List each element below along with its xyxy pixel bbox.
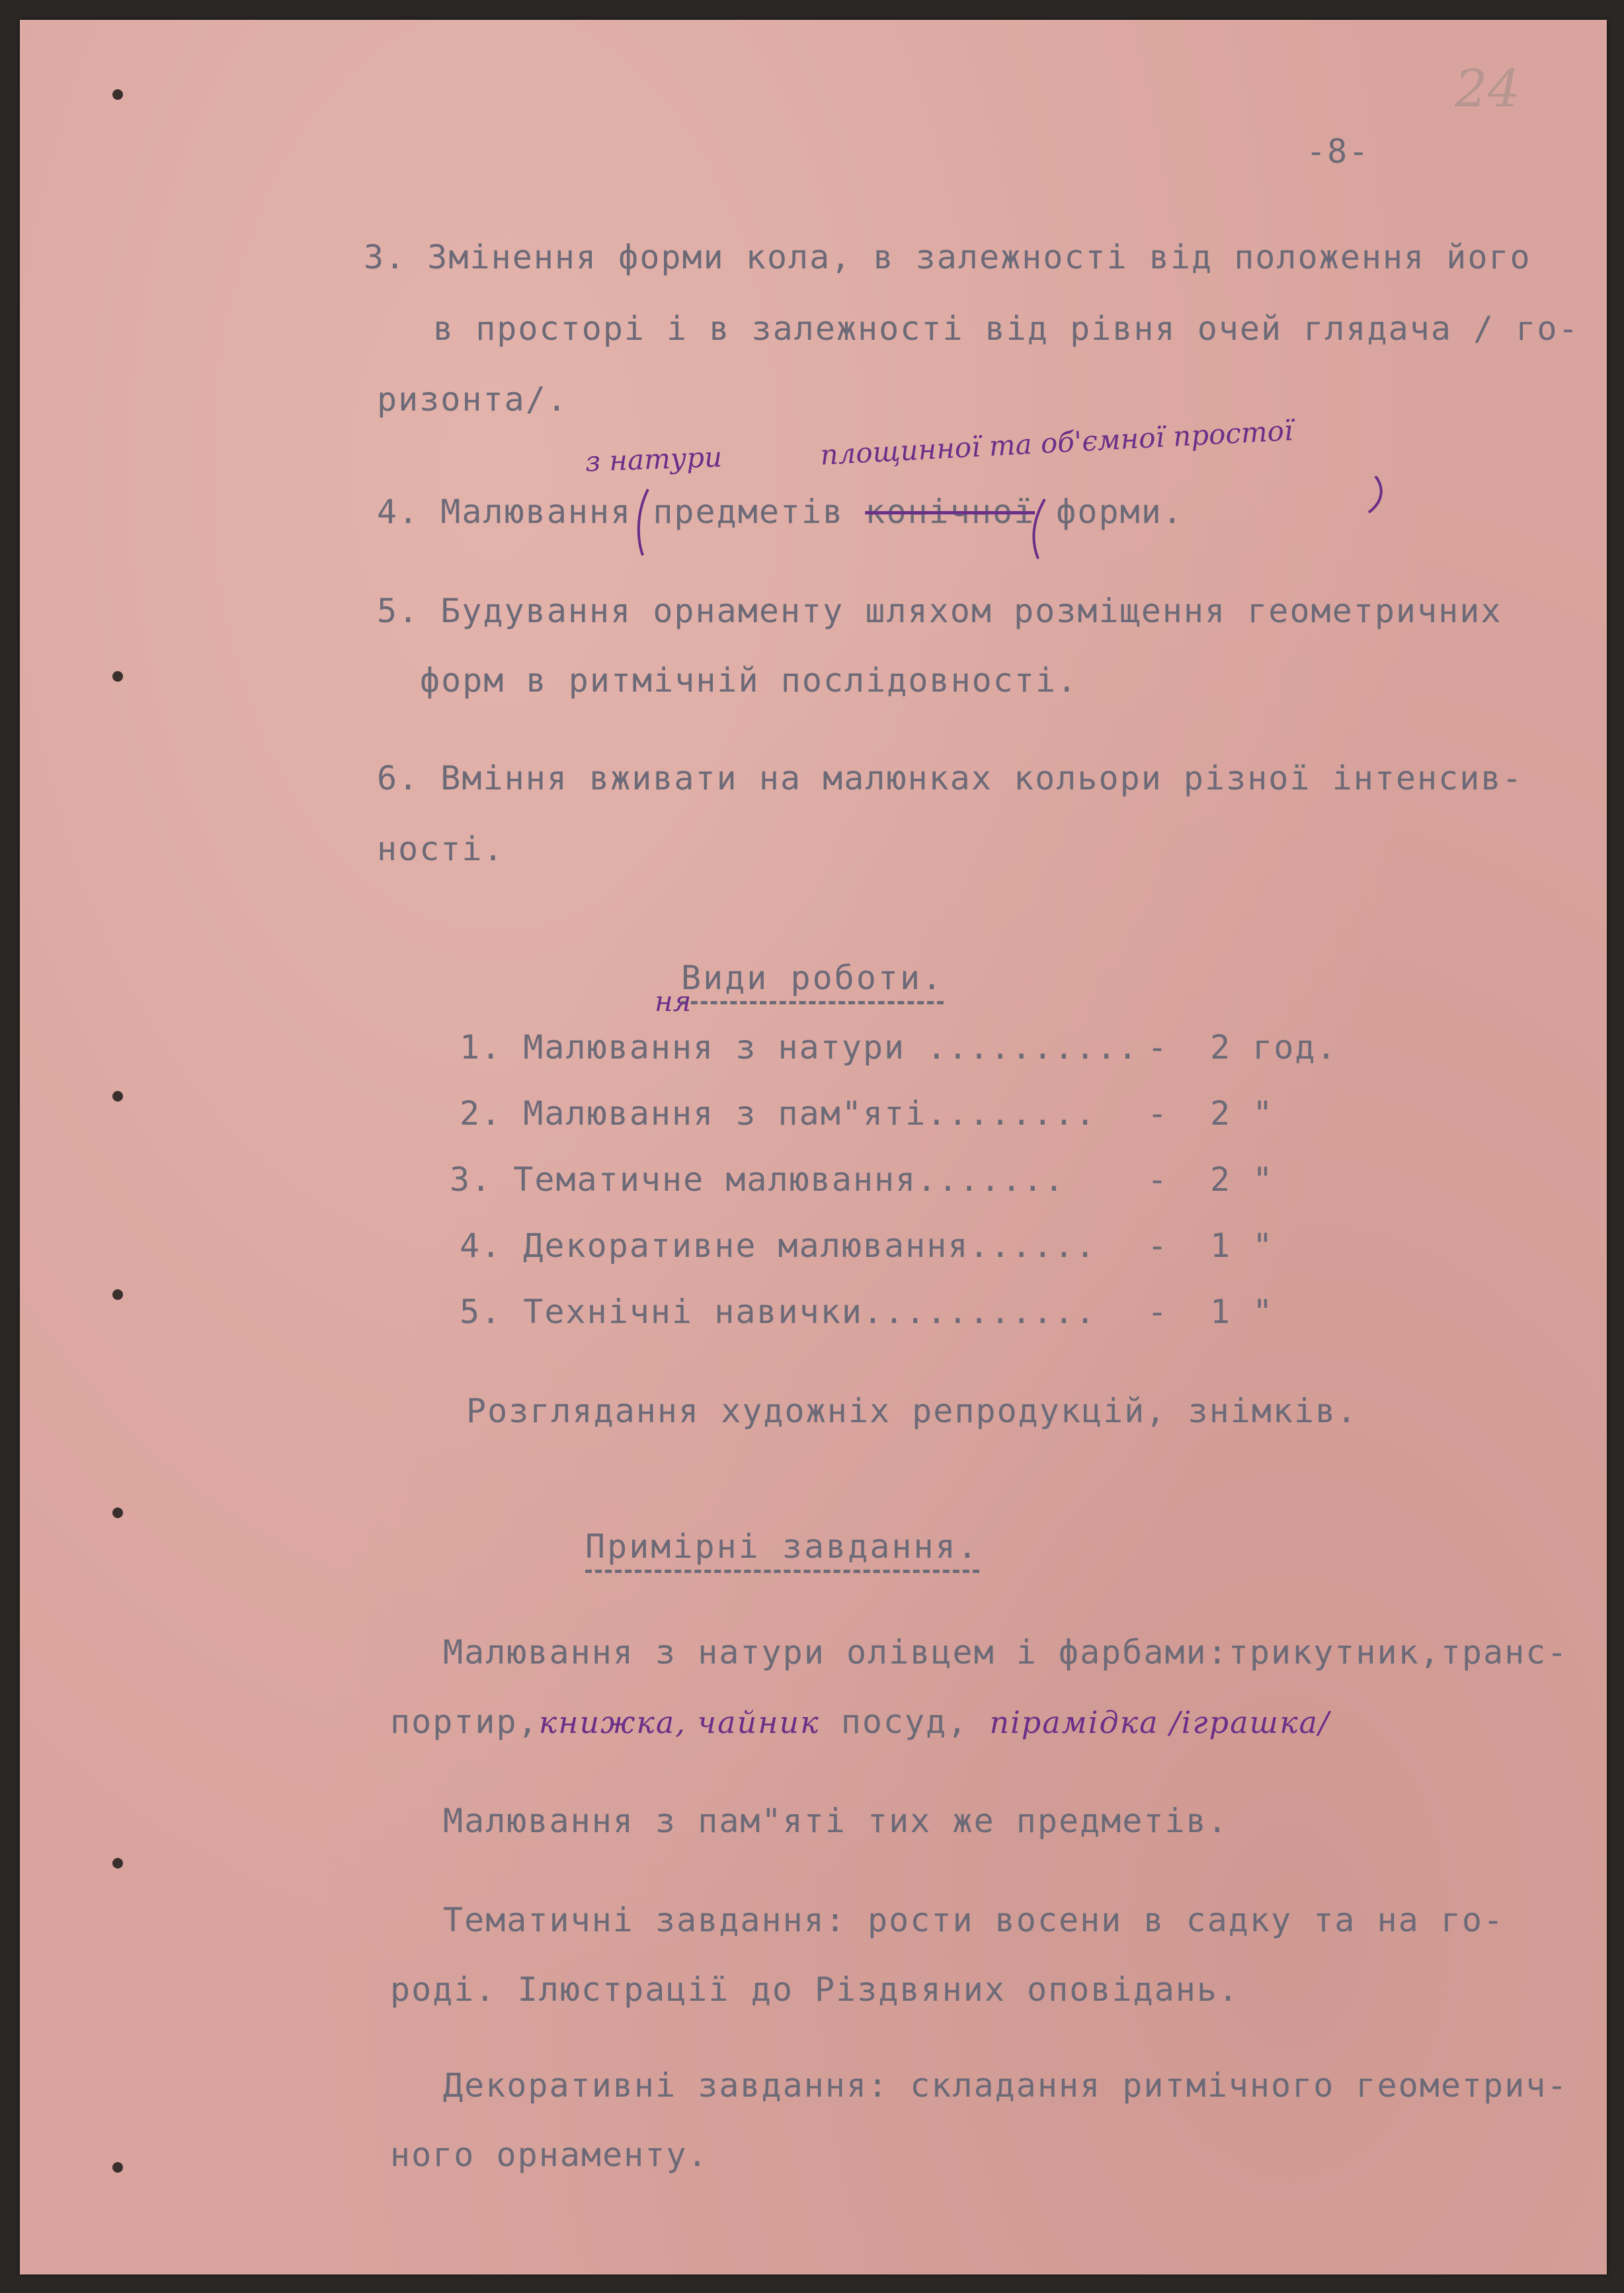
binding-hole — [112, 1289, 123, 1300]
binding-hole — [112, 89, 123, 100]
item-4-text-start: 4. Малювання предметів — [377, 493, 866, 531]
work-row-3-hours: 2 " — [1210, 1160, 1274, 1199]
document-page — [20, 20, 1607, 2274]
tasks-heading: Примірні завдання. — [585, 1527, 979, 1573]
task-3-line-1: Тематичні завдання: рости восени в садку та на го- — [443, 1901, 1505, 1939]
task-3-line-2: роді. Ілюстрації до Різдвяних оповідань. — [390, 1970, 1240, 2009]
item-5-line-2: форм в ритмічній послідовності. — [420, 661, 1078, 700]
task-4-line-2: ного орнаменту. — [390, 2136, 709, 2174]
work-row-4-hours: 1 " — [1210, 1227, 1274, 1265]
binding-hole — [112, 671, 123, 682]
task-2: Малювання з пам"яті тих же предметів. — [443, 1802, 1229, 1840]
archive-number: 24 — [1455, 60, 1521, 119]
item-4-struck-word: конічної — [865, 493, 1035, 531]
handwritten-insert-book-kettle: книжка, чайник — [538, 1705, 820, 1740]
work-row-3-label: 3. Тематичне малювання....... — [450, 1160, 1065, 1199]
work-types-note: Розглядання художніх репродукцій, знімків. — [466, 1392, 1358, 1430]
item-3-line-2: в просторі і в залежності від рівня очей глядача / го- — [433, 309, 1580, 348]
work-row-4-label: 4. Декоративне малювання...... — [460, 1227, 1097, 1265]
item-6-line-1: 6. Вміння вживати на малюнках кольори різної інтенсив- — [377, 759, 1523, 797]
handwritten-insert-from-nature: з натури — [585, 440, 723, 478]
task-1-line-1: Малювання з натури олівцем і фарбами:трикутник,транс- — [443, 1633, 1568, 1671]
item-3-line-1: 3. Змінення форми кола, в залежності від положення його — [364, 238, 1531, 276]
task-1-line-2-start: портир, — [390, 1703, 539, 1741]
work-row-5-dash: - — [1147, 1293, 1169, 1331]
work-row-1-dash: - — [1147, 1028, 1169, 1066]
binding-hole — [112, 1091, 123, 1102]
handwritten-insert-nya: ня — [655, 985, 692, 1018]
work-row-2-hours: 2 " — [1210, 1094, 1274, 1133]
binding-hole — [112, 2162, 123, 2173]
item-5-line-1: 5. Будування орнаменту шляхом розміщення геометричних — [377, 592, 1502, 630]
item-4 — [377, 493, 1184, 531]
item-6-line-2: ності. — [377, 830, 505, 868]
work-row-4-dash: - — [1147, 1227, 1169, 1265]
task-1-line-2-end: посуд, — [819, 1703, 969, 1741]
work-row-5-hours: 1 " — [1210, 1293, 1274, 1331]
task-4-line-1: Декоративні завдання: складання ритмічного геометрич- — [443, 2066, 1568, 2105]
item-4-text-end: форми. — [1035, 493, 1184, 531]
work-types-heading: Види роботи. — [681, 959, 944, 1004]
work-row-5-label: 5. Технічні навички........... — [460, 1293, 1097, 1331]
work-row-2-label: 2. Малювання з пам"яті........ — [460, 1094, 1097, 1133]
work-row-2-dash: - — [1147, 1094, 1169, 1133]
handwritten-insert-pyramid: пірамідка /іграшка/ — [989, 1705, 1330, 1740]
binding-hole — [112, 1508, 123, 1518]
task-1-line-2 — [390, 1703, 1330, 1741]
page-number: -8- — [1306, 132, 1370, 171]
work-row-1-hours: 2 год. — [1210, 1028, 1338, 1066]
item-3-line-3: ризонта/. — [377, 380, 568, 419]
work-row-1-label: 1. Малювання з натури .......... — [460, 1028, 1139, 1066]
handwritten-insert-planar-volumetric: площинної та об'ємної простої — [819, 414, 1294, 471]
work-row-3-dash: - — [1147, 1160, 1169, 1199]
binding-hole — [112, 1858, 123, 1869]
